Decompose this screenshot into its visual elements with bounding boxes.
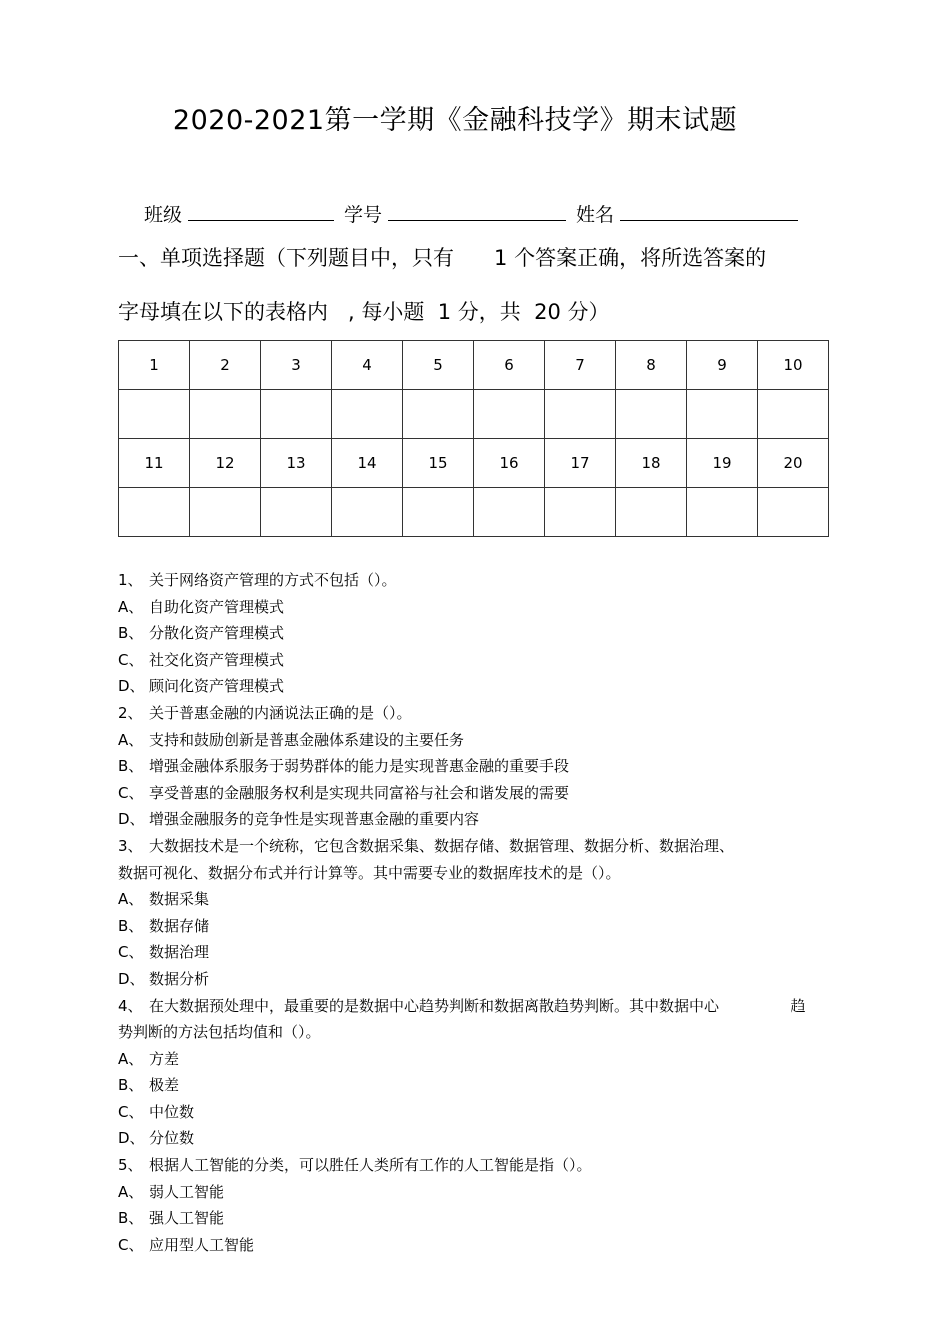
answer-table bbox=[118, 340, 829, 537]
answer-cell[interactable] bbox=[403, 488, 474, 537]
item-text: 弱人工智能 bbox=[149, 1182, 225, 1201]
question-line bbox=[118, 673, 818, 700]
answer-cell[interactable] bbox=[190, 488, 261, 537]
class-label: 班级 bbox=[144, 204, 183, 226]
question-number-cell: 20 bbox=[758, 439, 829, 488]
question-number-cell: 2 bbox=[190, 341, 261, 390]
item-text: 分位数 bbox=[149, 1129, 195, 1148]
item-label: 3、 bbox=[118, 836, 143, 855]
item-label: C、 bbox=[118, 1102, 144, 1121]
question-number-cell: 12 bbox=[190, 439, 261, 488]
name-field[interactable] bbox=[620, 202, 798, 221]
question-number-cell: 17 bbox=[545, 439, 616, 488]
item-label: C、 bbox=[118, 943, 144, 962]
question-line bbox=[118, 753, 818, 780]
question-line bbox=[118, 939, 818, 966]
answer-cell[interactable] bbox=[261, 390, 332, 439]
question-number-cell: 3 bbox=[261, 341, 332, 390]
question-number-cell: 5 bbox=[403, 341, 474, 390]
question-line bbox=[118, 1099, 818, 1126]
answer-cell[interactable] bbox=[332, 488, 403, 537]
item-text: 在大数据预处理中，最重要的是数据中心趋势判断和数据离散趋势判断。其中数据中心 趋 bbox=[149, 996, 806, 1015]
student-id-label: 学号 bbox=[344, 204, 383, 226]
question-number-cell: 9 bbox=[687, 341, 758, 390]
answer-cell[interactable] bbox=[403, 390, 474, 439]
item-text: 数据存储 bbox=[149, 916, 210, 935]
item-label: A、 bbox=[118, 597, 144, 616]
question-number-cell: 14 bbox=[332, 439, 403, 488]
answer-cell[interactable] bbox=[758, 390, 829, 439]
item-text: 数据分析 bbox=[149, 969, 210, 988]
item-text: 享受普惠的金融服务权利是实现共同富裕与社会和谐发展的需要 bbox=[149, 783, 570, 802]
question-number-cell: 15 bbox=[403, 439, 474, 488]
item-label: C、 bbox=[118, 783, 144, 802]
item-text: 关于网络资产管理的方式不包括（）。 bbox=[149, 571, 397, 589]
question-line bbox=[118, 727, 818, 754]
question-line bbox=[118, 1205, 818, 1232]
question-line bbox=[118, 1232, 818, 1259]
answer-cell[interactable] bbox=[758, 488, 829, 537]
question-line bbox=[118, 886, 818, 913]
question-line bbox=[118, 620, 818, 647]
item-text: 数据可视化、数据分布式并行计算等。其中需要专业的数据库技术的是（）。 bbox=[118, 863, 621, 882]
question-line bbox=[118, 1179, 818, 1206]
question-line bbox=[118, 1072, 818, 1099]
question-line bbox=[118, 1152, 818, 1179]
item-text: 增强金融体系服务于弱势群体的能力是实现普惠金融的重要手段 bbox=[149, 757, 570, 776]
item-text: 数据治理 bbox=[149, 943, 210, 962]
answer-cell[interactable] bbox=[474, 390, 545, 439]
item-text: 根据人工智能的分类，可以胜任人类所有工作的人工智能是指（）。 bbox=[149, 1156, 592, 1175]
answer-cell[interactable] bbox=[687, 488, 758, 537]
student-info bbox=[144, 200, 808, 227]
item-label: D、 bbox=[118, 969, 145, 988]
item-label: D、 bbox=[118, 810, 145, 829]
item-text: 中位数 bbox=[149, 1102, 195, 1121]
answer-blank-row bbox=[119, 488, 829, 537]
answer-cell[interactable] bbox=[616, 488, 687, 537]
item-label: 4、 bbox=[118, 996, 143, 1015]
answer-cell[interactable] bbox=[332, 390, 403, 439]
item-text: 大数据技术是一个统称，它包含数据采集、数据存储、数据管理、数据分析、数据治理、 bbox=[149, 836, 735, 855]
item-label: C、 bbox=[118, 650, 144, 669]
answer-cell[interactable] bbox=[545, 390, 616, 439]
question-number-cell: 10 bbox=[758, 341, 829, 390]
answer-cell[interactable] bbox=[190, 390, 261, 439]
item-text: 应用型人工智能 bbox=[149, 1235, 255, 1254]
item-label: A、 bbox=[118, 730, 144, 749]
student-id-field[interactable] bbox=[388, 202, 566, 221]
section-heading: 一、单项选择题（下列题目中，只有 1 个答案正确，将所选答案的 bbox=[118, 246, 767, 270]
item-label: 5、 bbox=[118, 1156, 143, 1175]
answer-cell[interactable] bbox=[545, 488, 616, 537]
answer-cell[interactable] bbox=[261, 488, 332, 537]
question-line bbox=[118, 806, 818, 833]
item-text: 支持和鼓励创新是普惠金融体系建设的主要任务 bbox=[149, 730, 465, 749]
question-line bbox=[118, 1125, 818, 1152]
item-label: B、 bbox=[118, 1076, 144, 1095]
class-field[interactable] bbox=[188, 202, 334, 221]
answer-cell[interactable] bbox=[119, 390, 190, 439]
question-line bbox=[118, 594, 818, 621]
answer-blank-row bbox=[119, 390, 829, 439]
question-number-cell: 6 bbox=[474, 341, 545, 390]
answer-cell[interactable] bbox=[616, 390, 687, 439]
item-label: B、 bbox=[118, 624, 144, 643]
item-text: 方差 bbox=[149, 1049, 180, 1068]
item-text: 增强金融服务的竞争性是实现普惠金融的重要内容 bbox=[149, 810, 480, 829]
question-number-cell: 13 bbox=[261, 439, 332, 488]
item-text: 极差 bbox=[149, 1076, 180, 1095]
item-label: B、 bbox=[118, 1209, 144, 1228]
question-list bbox=[118, 567, 818, 1258]
item-label: B、 bbox=[118, 757, 144, 776]
answer-number-row bbox=[119, 341, 829, 390]
question-line bbox=[118, 993, 818, 1020]
exam-title: 2020-2021第一学期《金融科技学》期末试题 bbox=[172, 105, 738, 136]
question-number-cell: 11 bbox=[119, 439, 190, 488]
item-label: D、 bbox=[118, 677, 145, 696]
item-text: 分散化资产管理模式 bbox=[149, 624, 285, 643]
question-line bbox=[118, 567, 818, 594]
answer-number-row bbox=[119, 439, 829, 488]
question-number-cell: 4 bbox=[332, 341, 403, 390]
item-label: C、 bbox=[118, 1235, 144, 1254]
question-line bbox=[118, 700, 818, 727]
question-number-cell: 19 bbox=[687, 439, 758, 488]
item-label: 2、 bbox=[118, 703, 143, 722]
answer-cell[interactable] bbox=[119, 488, 190, 537]
item-label: A、 bbox=[118, 1182, 144, 1201]
question-line bbox=[118, 833, 818, 860]
item-text: 关于普惠金融的内涵说法正确的是（）。 bbox=[149, 703, 412, 722]
question-line bbox=[118, 1046, 818, 1073]
section-instructions: 字母填在以下的表格内 , 每小题 1 分，共 20 分） bbox=[118, 300, 610, 324]
name-label: 姓名 bbox=[576, 204, 615, 226]
item-label: A、 bbox=[118, 890, 144, 909]
question-number-cell: 1 bbox=[119, 341, 190, 390]
question-line bbox=[118, 966, 818, 993]
question-number-cell: 18 bbox=[616, 439, 687, 488]
question-number-cell: 8 bbox=[616, 341, 687, 390]
item-text: 强人工智能 bbox=[149, 1209, 225, 1228]
item-text: 势判断的方法包括均值和（）。 bbox=[118, 1023, 321, 1042]
item-label: 1、 bbox=[118, 571, 143, 589]
question-line bbox=[118, 780, 818, 807]
item-text: 社交化资产管理模式 bbox=[149, 650, 285, 669]
item-text: 自助化资产管理模式 bbox=[149, 597, 285, 616]
question-line bbox=[118, 860, 818, 887]
item-text: 数据采集 bbox=[149, 890, 210, 909]
answer-cell[interactable] bbox=[474, 488, 545, 537]
item-text: 顾问化资产管理模式 bbox=[149, 677, 285, 696]
question-line bbox=[118, 913, 818, 940]
question-number-cell: 16 bbox=[474, 439, 545, 488]
question-line bbox=[118, 1019, 818, 1046]
item-label: A、 bbox=[118, 1049, 144, 1068]
answer-cell[interactable] bbox=[687, 390, 758, 439]
question-number-cell: 7 bbox=[545, 341, 616, 390]
item-label: D、 bbox=[118, 1129, 145, 1148]
item-label: B、 bbox=[118, 916, 144, 935]
question-line bbox=[118, 647, 818, 674]
